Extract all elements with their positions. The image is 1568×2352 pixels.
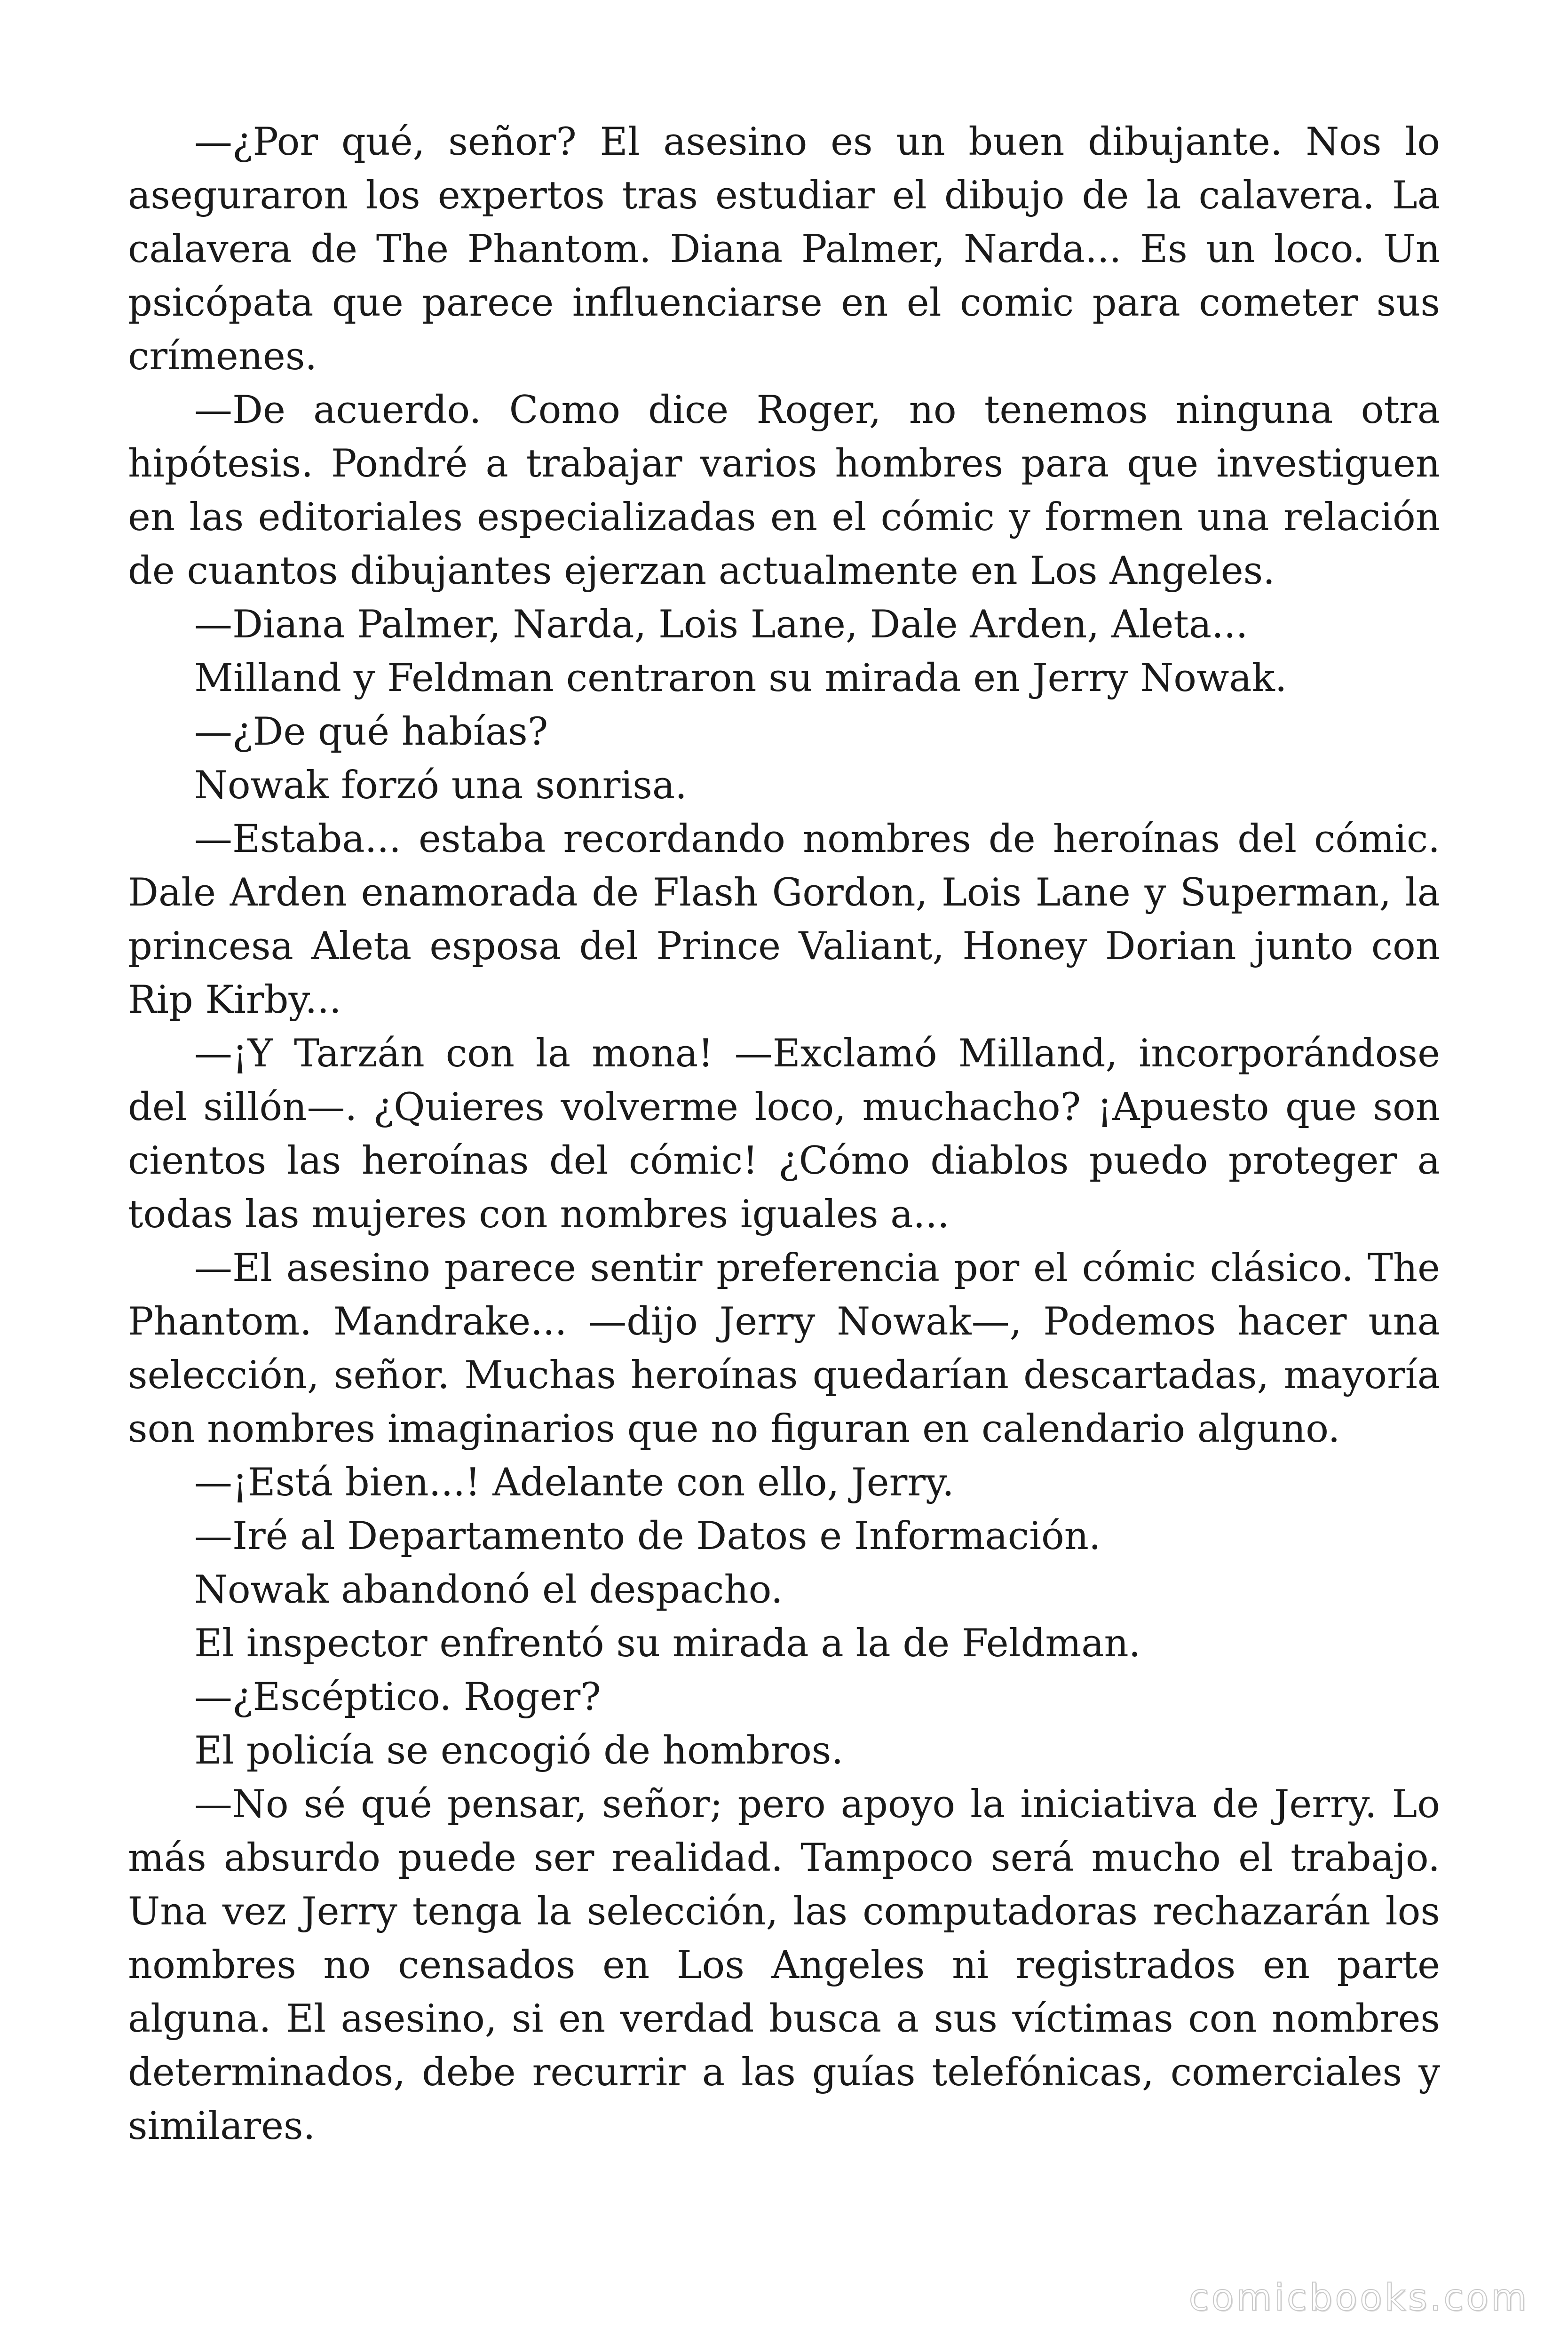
paragraph: —El asesino parece sentir preferencia por el cómic clásico. The Phantom. Mandrake... —dijo Jerry Nowak—, Podemos hacer una selección, señor. Muchas heroínas quedarían descartadas, mayoría son nombres imaginarios que no figuran en calendario alguno. [128,1246,1440,1451]
paragraph: Nowak forzó una sonrisa. [194,763,687,808]
paragraph: —No sé qué pensar, señor; pero apoyo la iniciativa de Jerry. Lo más absurdo puede ser realidad. Tampoco será mucho el trabajo. Una vez Jerry tenga la selección, las computadoras rechazarán los nombres no censados en Los Angeles ni registrados en parte alguna. El asesino, si en verdad busca a sus víctimas con nombres determinados, debe recurrir a las guías telefónicas, comerciales y similares. [128,1782,1440,2148]
paragraph: —¿Por qué, señor? El asesino es un buen dibujante. Nos lo aseguraron los expertos tras estudiar el dibujo de la calavera. La calavera de The Phantom. Diana Palmer, Narda... Es un loco. Un psicópata que parece influenciarse en el comic para cometer sus crímenes. [128,120,1440,379]
paragraph: El policía se encogió de hombros. [194,1729,844,1773]
paragraph: —Estaba... estaba recordando nombres de heroínas del cómic. Dale Arden enamorada de Flash Gordon, Lois Lane y Superman, la princesa Aleta esposa del Prince Valiant, Honey Dorian junto con Rip Kirby... [128,817,1440,1022]
paragraph: —De acuerdo. Como dice Roger, no tenemos ninguna otra hipótesis. Pondré a trabajar varios hombres para que investiguen en las editoriales especializadas en el cómic y formen una relación de cuantos dibujantes ejerzan actualmente en Los Angeles. [128,388,1440,593]
paragraph: —¡Y Tarzán con la mona! —Exclamó Milland, incorporándose del sillón—. ¿Quieres volverme loco, muchacho? ¡Apuesto que son cientos las heroínas del cómic! ¿Cómo diablos puedo proteger a todas las mujeres con nombres iguales a... [128,1032,1440,1237]
paragraph: —¿Escéptico. Roger? [194,1675,601,1719]
paragraph: —Diana Palmer, Narda, Lois Lane, Dale Arden, Aleta... [194,603,1248,647]
paragraph: —¿De qué habías? [194,710,548,754]
paragraph: —¡Está bien...! Adelante con ello, Jerry. [194,1461,954,1505]
paragraph: Nowak abandonó el despacho. [194,1568,783,1612]
paragraph: —Iré al Departamento de Datos e Información. [194,1514,1101,1558]
body-text [128,115,1440,2153]
paragraph: Milland y Feldman centraron su mirada en Jerry Nowak. [194,656,1287,700]
paragraph: El inspector enfrentó su mirada a la de Feldman. [194,1621,1141,1666]
watermark-text: comicbooks.com [1188,2277,1529,2319]
